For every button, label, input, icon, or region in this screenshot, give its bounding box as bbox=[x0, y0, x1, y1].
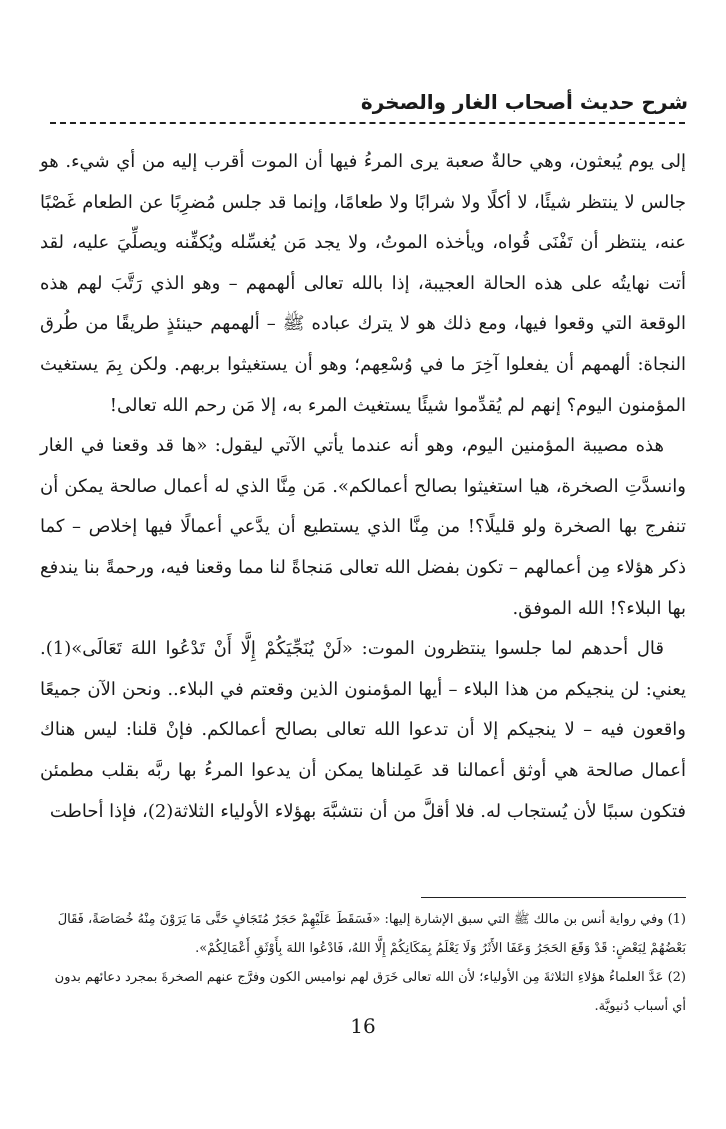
main-text bbox=[40, 142, 686, 832]
footnote-2: (2) عَدَّ العلماءُ هؤلاءِ الثلاثةَ مِن الأولياء؛ لأن الله تعالى خَرَق لهم نواميس الكون وفرَّج عنهم الصخرةَ بمجرد دعائهم بدون أي أسباب دُنيويَّة. bbox=[54, 970, 686, 1014]
footnotes bbox=[40, 905, 686, 1021]
paragraph-3: قال أحدهم لما جلسوا ينتظرون الموت: «لَنْ يُنَجِّيَكُمْ إِلَّا أَنْ تَدْعُوا اللهَ تَعَالَى»(1). يعني: لن ينجيكم من هذا البلاء – أيها المؤمنون الذين وقعتم في البلاء.. ونحن الآن جميعًا واقعون فيه – لا ينجيكم إلا أن تدعوا الله تعالى بصالح أعمالكم. فإنْ قلنا: ليس هناك أعمال صالحة هي أوثق أعمالنا قد عَمِلناها يمكن أن يدعوا المرءُ بها ربَّه بقلب مطمئن فتكون سببًا لأن يُستجاب له. فلا أقلَّ من أن نتشبَّهَ بهؤلاء الأولياء الثلاثة(2)، فإذا أحاطت bbox=[40, 638, 686, 822]
paragraph-1: إلى يوم يُبعثون، وهي حالةٌ صعبة يرى المرءُ فيها أن الموت أقرب إليه من أي شيء. هو جالس لا ينتظر شيئًا، لا أكلًا ولا شرابًا ولا طعامًا، وإنما قد جلس مُضرِبًا عن الطعام غَصْبًا عنه، ينتظر أن تَفْنَى قُواه، ويأخذه الموتُ، ولا يجد مَن يُغسِّله ويُكفِّنه ويصلِّيَ عليه، لقد أتت نهايتُه على هذه الحالة العجيبة، إذا بالله تعالى ألهمهم – وهو الذي رَتَّبَ لهم هذه الوقعة التي وقعوا فيها، ومع ذلك هو لا يترك عباده ﷺ – ألهمهم حينئذٍ طريقًا من طُرق النجاة: ألهمهم أن يفعلوا آخِرَ ما في وُسْعِهم؛ وهو أن يستغيثوا بربهم. ولكن بِمَ يستغيث المؤمنون اليوم؟ إنهم لم يُقدِّموا شيئًا يستغيث المرء به، إلا مَن رحم الله تعالى! bbox=[40, 151, 686, 416]
header-dashed-divider bbox=[50, 122, 685, 124]
paragraph-2: هذه مصيبة المؤمنين اليوم، وهو أنه عندما يأتي الآتي ليقول: «ها قد وقعنا في الغار وانسدَّتِ الصخرة، هيا استغيثوا بصالح أعمالكم». مَن مِنَّا الذي له أعمال صالحة يمكن أن تنفرج بها الصخرة ولو قليلًا؟! من مِنَّا الذي يستطيع أن يدَّعي أعمالًا فيها إخلاص – كما ذكر هؤلاء مِن أعمالهم – تكون بفضل الله تعالى مَنجاةً لنا مما وقعنا فيه، ورحمةً بنا يندفع بها البلاء؟! الله الموفق. bbox=[40, 435, 686, 619]
running-header-title: شرح حديث أصحاب الغار والصخرة bbox=[360, 90, 688, 114]
footnote-1: (1) وفي رواية أنس بن مالك ﷺ التي سبق الإشارة إليها: «فَسَقَطَ عَلَيْهِمْ حَجَرٌ مُتَجَافٍ حَتَّى مَا يَرَوْنَ مِنْهُ خُصَاصَةً، فَقَالَ بَعْضُهُمْ لِبَعْضٍ: قَدْ وَقَعَ الحَجَرُ وَعَفَا الأَثَرُ وَلَا يَعْلَمُ بِمَكَانِكُمْ إِلَّا اللهُ، فَادْعُوا اللهَ بِأَوْثَقِ أَعْمَالِكُمْ». bbox=[57, 912, 686, 956]
footnote-divider bbox=[421, 897, 686, 898]
page-number: 16 bbox=[350, 1014, 376, 1038]
